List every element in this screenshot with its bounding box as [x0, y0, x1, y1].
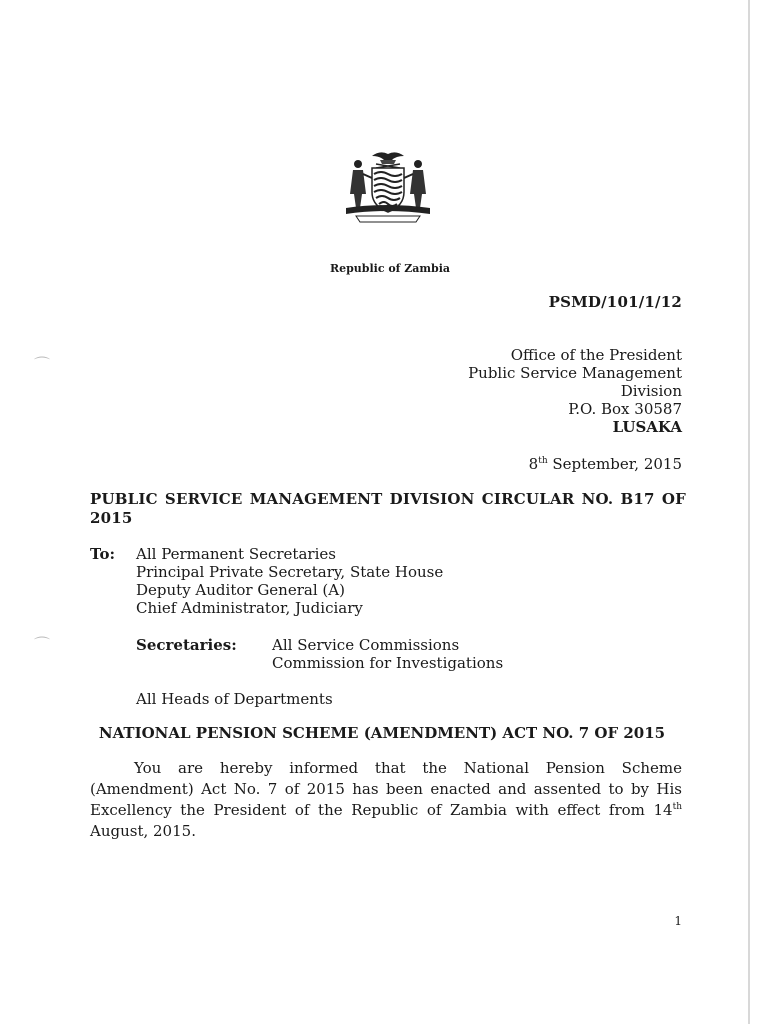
recipient: All Permanent Secretaries — [136, 545, 336, 563]
to-recipient-list — [136, 545, 443, 617]
recipient: Principal Private Secretary, State House — [136, 563, 444, 581]
secretaries-list — [272, 636, 503, 672]
date-day: 8 — [528, 455, 539, 473]
subject-heading: NATIONAL PENSION SCHEME (AMENDMENT) ACT NO. 7 OF 2015 — [98, 724, 666, 742]
scan-mark-1: ⌒ — [34, 355, 51, 374]
letter-date — [529, 455, 682, 473]
address-city: LUSAKA — [612, 418, 682, 436]
recipient: All Service Commissions — [272, 636, 460, 654]
to-label: To: — [90, 545, 115, 563]
scan-mark-2: ⌒ — [34, 635, 51, 654]
address-line: P.O. Box 30587 — [568, 400, 682, 418]
page-edge-line — [748, 0, 750, 1024]
address-line: Office of the President — [510, 346, 682, 364]
body-text-part: August, 2015. — [90, 822, 196, 840]
sender-address — [468, 346, 682, 436]
reference-number: PSMD/101/1/12 — [548, 293, 682, 311]
page-number: 1 — [674, 914, 682, 928]
recipient: Deputy Auditor General (A) — [136, 581, 345, 599]
country-name: Republic of Zambia — [329, 262, 451, 275]
date-day-suffix: th — [538, 456, 548, 466]
address-line: Division — [620, 382, 682, 400]
date-month-year: September, 2015 — [547, 455, 682, 473]
body-paragraph — [90, 758, 682, 842]
address-line: Public Service Management — [468, 364, 682, 382]
circular-title: PUBLIC SERVICE MANAGEMENT DIVISION CIRCULAR NO. B17 OF 2015 — [90, 490, 686, 527]
secretaries-label: Secretaries: — [136, 636, 237, 654]
body-superscript: th — [672, 802, 682, 812]
body-text-part: You are hereby informed that the National Pension Scheme (Amendment) Act No. 7 of 2015 has been enacted and assented to by His Excellency the President of the Republic of Zambia with effect from 14 — [90, 759, 682, 819]
recipient: Chief Administrator, Judiciary — [136, 599, 363, 617]
heads-of-departments: All Heads of Departments — [136, 690, 333, 708]
coat-of-arms-icon — [336, 148, 440, 224]
recipient: Commission for Investigations — [272, 654, 504, 672]
